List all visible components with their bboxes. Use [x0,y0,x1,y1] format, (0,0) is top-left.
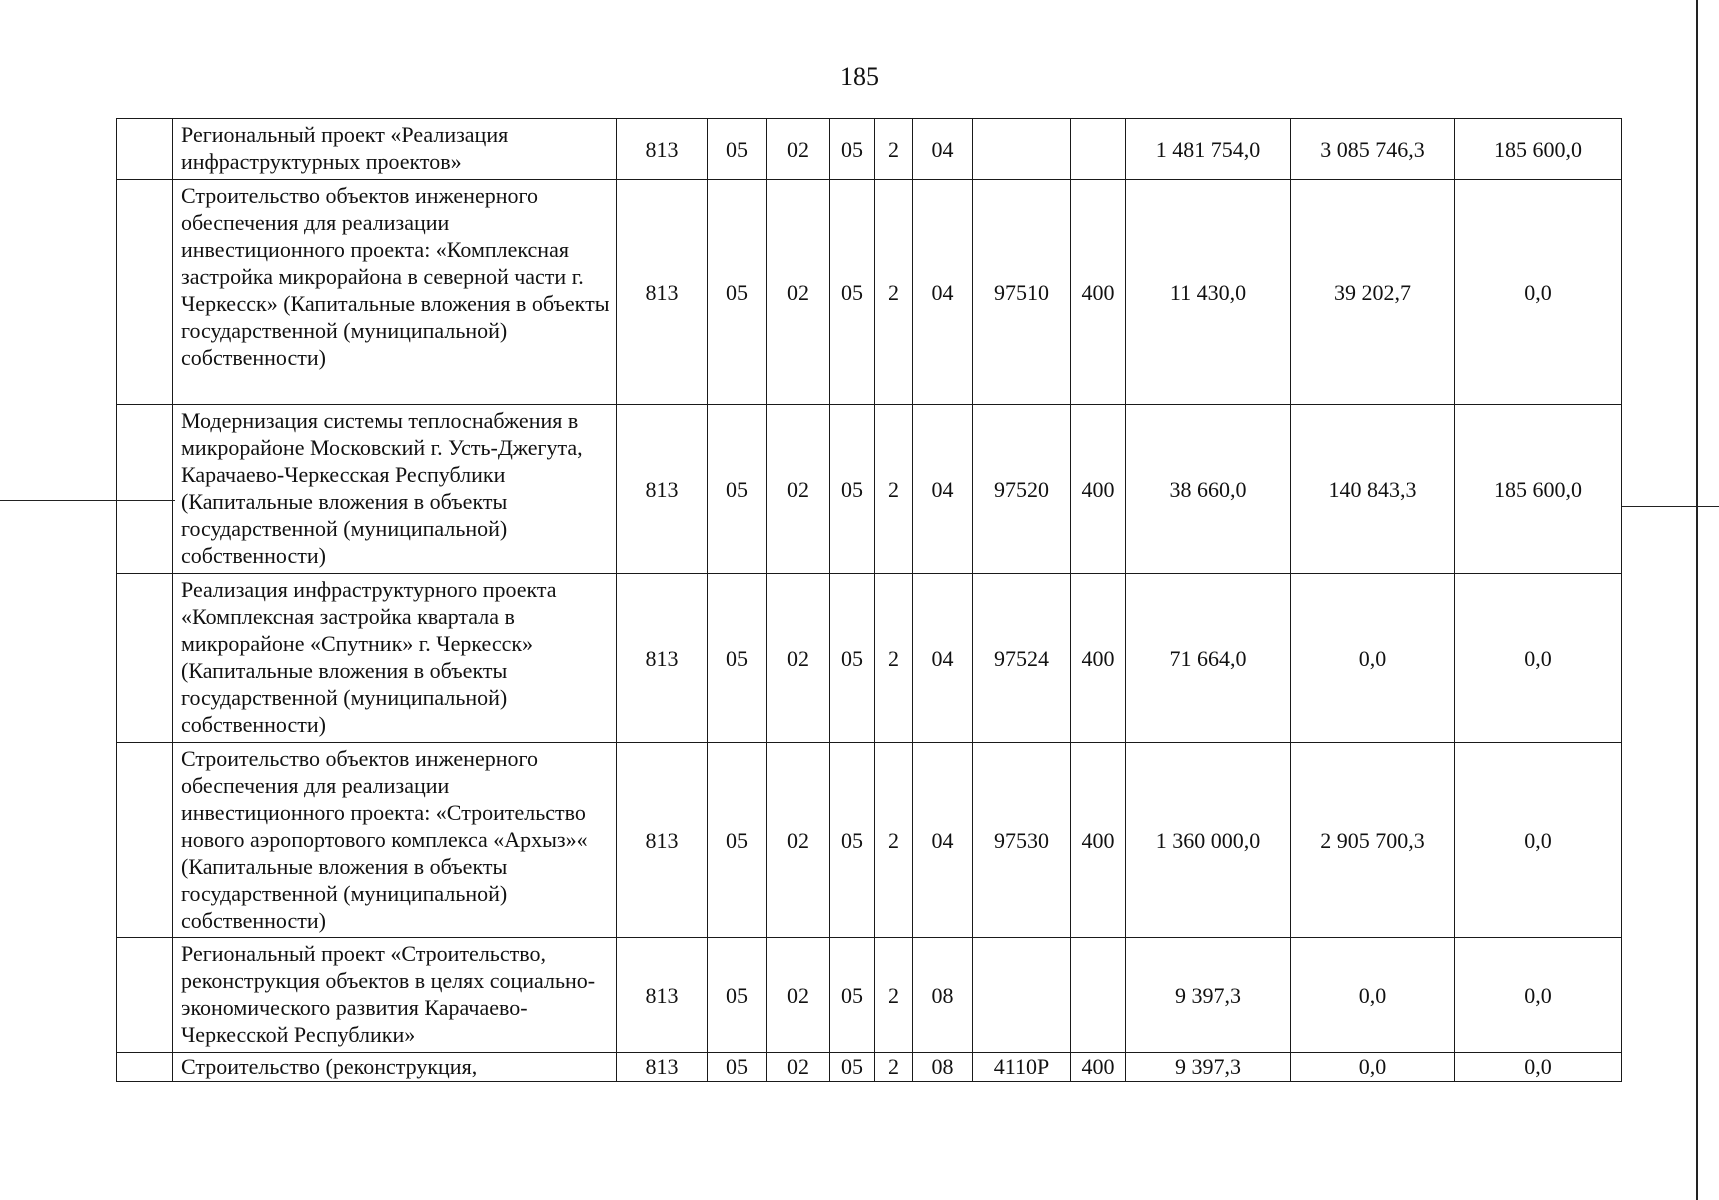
table-row [117,1053,1622,1082]
code-main-activity: 04 [913,119,973,180]
code-subsection: 02 [767,180,830,405]
amount-year-1: 1 481 754,0 [1126,119,1291,180]
code-program: 05 [830,180,875,405]
code-subprogram: 2 [875,180,913,405]
amount-year-3: 185 600,0 [1455,119,1622,180]
row-index-cell [117,1053,173,1082]
amount-year-3: 0,0 [1455,574,1622,743]
amount-year-2: 0,0 [1291,938,1455,1053]
code-main-activity: 08 [913,1053,973,1082]
code-program: 05 [830,938,875,1053]
code-section: 05 [708,405,767,574]
code-subsection: 02 [767,743,830,938]
code-expense-type: 400 [1071,743,1126,938]
code-subsection: 02 [767,405,830,574]
code-program: 05 [830,119,875,180]
amount-year-3: 0,0 [1455,938,1622,1053]
amount-year-2: 0,0 [1291,574,1455,743]
amount-year-1: 9 397,3 [1126,938,1291,1053]
code-section: 05 [708,574,767,743]
row-description: Региональный проект «Строительство, реконструкция объектов в целях социально-экономического развития Карачаево-Черкесской Республики» [173,938,617,1053]
code-ministry: 813 [617,405,708,574]
row-index-cell [117,574,173,743]
amount-year-1: 9 397,3 [1126,1053,1291,1082]
code-direction: 97510 [973,180,1071,405]
amount-year-3: 0,0 [1455,1053,1622,1082]
row-index-cell [117,119,173,180]
row-description: Реализация инфраструктурного проекта «Комплексная застройка квартала в микрорайоне «Спутник» г. Черкесск» (Капитальные вложения в объекты государственной (муниципальной) собственности) [173,574,617,743]
row-index-cell [117,180,173,405]
code-section: 05 [708,180,767,405]
amount-year-1: 38 660,0 [1126,405,1291,574]
code-direction: 97530 [973,743,1071,938]
table-row [117,119,1622,180]
code-ministry: 813 [617,574,708,743]
code-subprogram: 2 [875,743,913,938]
amount-year-2: 2 905 700,3 [1291,743,1455,938]
code-program: 05 [830,1053,875,1082]
code-ministry: 813 [617,119,708,180]
table-row [117,938,1622,1053]
code-expense-type: 400 [1071,180,1126,405]
page-number: 185 [840,62,879,91]
code-subsection: 02 [767,1053,830,1082]
code-direction [973,938,1071,1053]
amount-year-1: 11 430,0 [1126,180,1291,405]
table-row [117,574,1622,743]
code-ministry: 813 [617,180,708,405]
code-main-activity: 04 [913,574,973,743]
code-ministry: 813 [617,1053,708,1082]
code-section: 05 [708,119,767,180]
row-description: Строительство (реконструкция, [173,1053,617,1082]
code-expense-type: 400 [1071,574,1126,743]
table-row [117,743,1622,938]
code-section: 05 [708,1053,767,1082]
amount-year-3: 185 600,0 [1455,405,1622,574]
row-description: Модернизация системы теплоснабжения в микрорайоне Московский г. Усть-Джегута, Карачаево-Черкесская Республики (Капитальные вложения в объекты государственной (муниципальной) собственности) [173,405,617,574]
code-expense-type: 400 [1071,405,1126,574]
code-program: 05 [830,405,875,574]
code-main-activity: 04 [913,180,973,405]
budget-table [116,118,1622,1082]
code-subsection: 02 [767,938,830,1053]
row-description: Строительство объектов инженерного обеспечения для реализации инвестиционного проекта: «Комплексная застройка микрорайона в северной части г. Черкесск» (Капитальные вложения в объекты государственной (муниципальной) собственности) [173,180,617,405]
code-subprogram: 2 [875,574,913,743]
amount-year-2: 140 843,3 [1291,405,1455,574]
row-description: Региональный проект «Реализация инфраструктурных проектов» [173,119,617,180]
code-main-activity: 04 [913,743,973,938]
row-description: Строительство объектов инженерного обеспечения для реализации инвестиционного проекта: «Строительство нового аэропортового комплекса «Архыз»« (Капитальные вложения в объекты государственной (муниципальной) собственности) [173,743,617,938]
code-direction [973,119,1071,180]
code-section: 05 [708,743,767,938]
scan-artifact-line-right [1622,506,1719,507]
row-index-cell [117,405,173,574]
code-section: 05 [708,938,767,1053]
code-ministry: 813 [617,938,708,1053]
code-subprogram: 2 [875,119,913,180]
code-subprogram: 2 [875,1053,913,1082]
code-subprogram: 2 [875,938,913,1053]
code-direction: 4110Р [973,1053,1071,1082]
amount-year-3: 0,0 [1455,743,1622,938]
code-expense-type [1071,938,1126,1053]
code-main-activity: 08 [913,938,973,1053]
code-direction: 97524 [973,574,1071,743]
amount-year-2: 39 202,7 [1291,180,1455,405]
code-subprogram: 2 [875,405,913,574]
scan-edge-line [1696,0,1698,1200]
row-index-cell [117,743,173,938]
code-subsection: 02 [767,119,830,180]
code-direction: 97520 [973,405,1071,574]
code-expense-type: 400 [1071,1053,1126,1082]
code-subsection: 02 [767,574,830,743]
amount-year-1: 1 360 000,0 [1126,743,1291,938]
amount-year-2: 3 085 746,3 [1291,119,1455,180]
table-row [117,405,1622,574]
code-ministry: 813 [617,743,708,938]
amount-year-3: 0,0 [1455,180,1622,405]
code-program: 05 [830,574,875,743]
code-expense-type [1071,119,1126,180]
row-index-cell [117,938,173,1053]
code-program: 05 [830,743,875,938]
code-main-activity: 04 [913,405,973,574]
table-row [117,180,1622,405]
amount-year-2: 0,0 [1291,1053,1455,1082]
amount-year-1: 71 664,0 [1126,574,1291,743]
